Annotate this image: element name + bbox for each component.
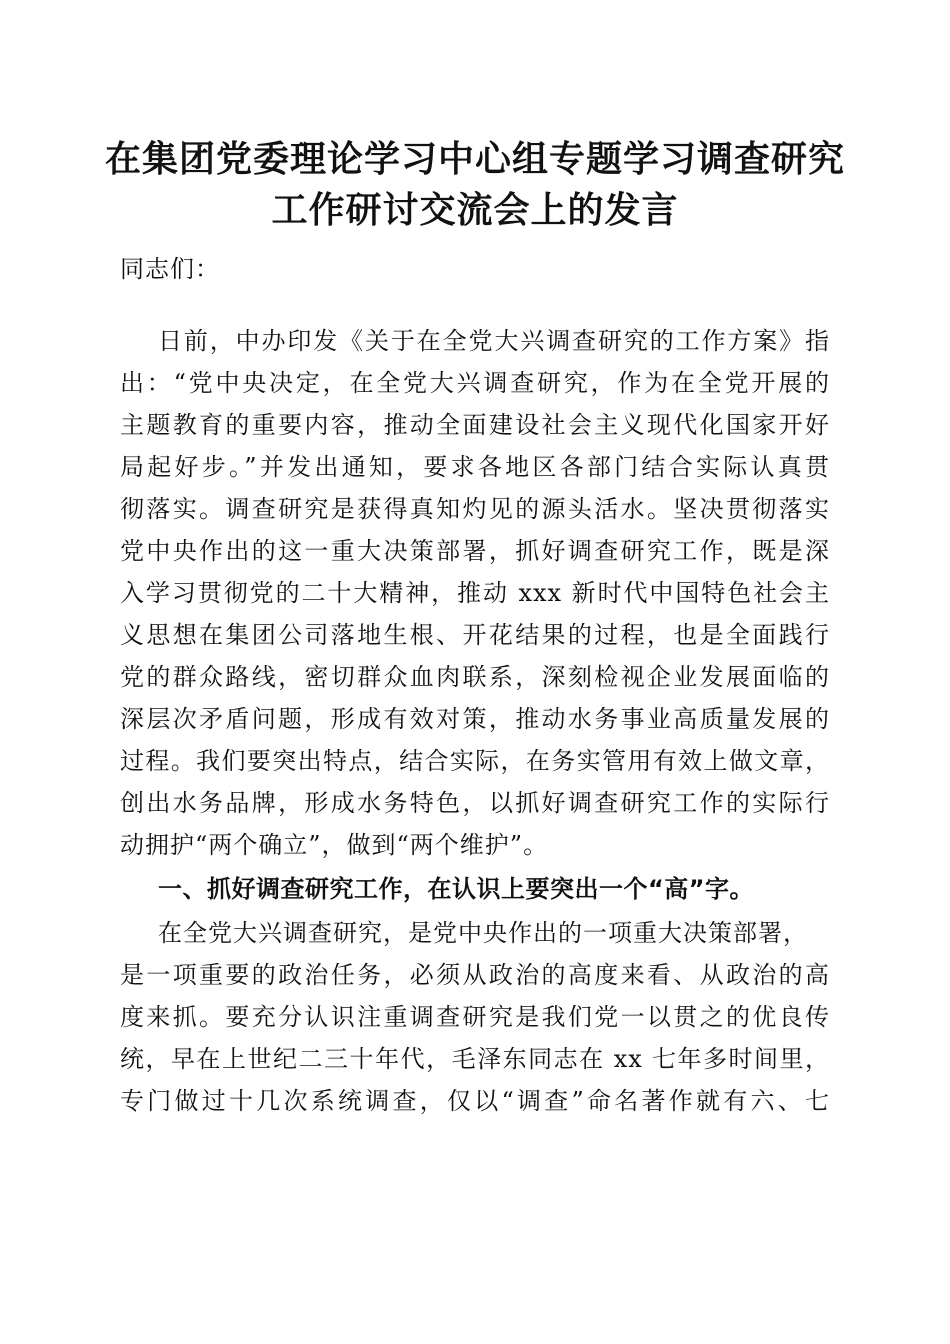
paragraph-line: 义思想在集团公司落地生根、开花结果的过程，也是全面践行	[120, 621, 830, 649]
paragraph-line: 入学习贯彻党的二十大精神，推动 xxx 新时代中国特色社会主	[120, 579, 830, 607]
paragraph-line: 过程。我们要突出特点，结合实际，在务实管用有效上做文章，	[120, 747, 830, 775]
paragraph-line: 日前，中办印发《关于在全党大兴调查研究的工作方案》指	[158, 327, 830, 355]
paragraph-line: 是一项重要的政治任务，必须从政治的高度来看、从政治的高	[120, 961, 830, 989]
paragraph-line: 深层次矛盾问题，形成有效对策，推动水务事业高质量发展的	[120, 705, 830, 733]
salutation: 同志们：	[120, 255, 220, 283]
paragraph-line: 动拥护“两个确立”，做到“两个维护”。	[120, 831, 549, 859]
paragraph-line: 彻落实。调查研究是获得真知灼见的源头活水。坚决贯彻落实	[120, 495, 830, 523]
paragraph-line: 主题教育的重要内容，推动全面建设社会主义现代化国家开好	[120, 411, 830, 439]
paragraph-line: 专门做过十几次系统调查，仅以“调查”命名著作就有六、七	[120, 1087, 830, 1115]
paragraph-line: 创出水务品牌，形成水务特色，以抓好调查研究工作的实际行	[120, 789, 830, 817]
paragraph-line: 出：“党中央决定，在全党大兴调查研究，作为在全党开展的	[120, 369, 830, 397]
paragraph-line: 局起好步。”并发出通知，要求各地区各部门结合实际认真贯	[120, 453, 830, 481]
document-title-line-1: 在集团党委理论学习中心组专题学习调查研究	[104, 138, 845, 180]
paragraph-line: 统，早在上世纪二三十年代，毛泽东同志在 xx 七年多时间里，	[120, 1045, 830, 1073]
paragraph-line: 党中央作出的这一重大决策部署，抓好调查研究工作，既是深	[120, 537, 830, 565]
paragraph-line: 党的群众路线，密切群众血肉联系，深刻检视企业发展面临的	[120, 663, 830, 691]
document-title-line-2: 工作研讨交流会上的发言	[271, 189, 679, 231]
section-heading: 一、抓好调查研究工作，在认识上要突出一个“高”字。	[158, 875, 755, 903]
paragraph-line: 度来抓。要充分认识注重调查研究是我们党一以贯之的优良传	[120, 1003, 830, 1031]
paragraph-line: 在全党大兴调查研究，是党中央作出的一项重大决策部署，	[158, 919, 808, 947]
